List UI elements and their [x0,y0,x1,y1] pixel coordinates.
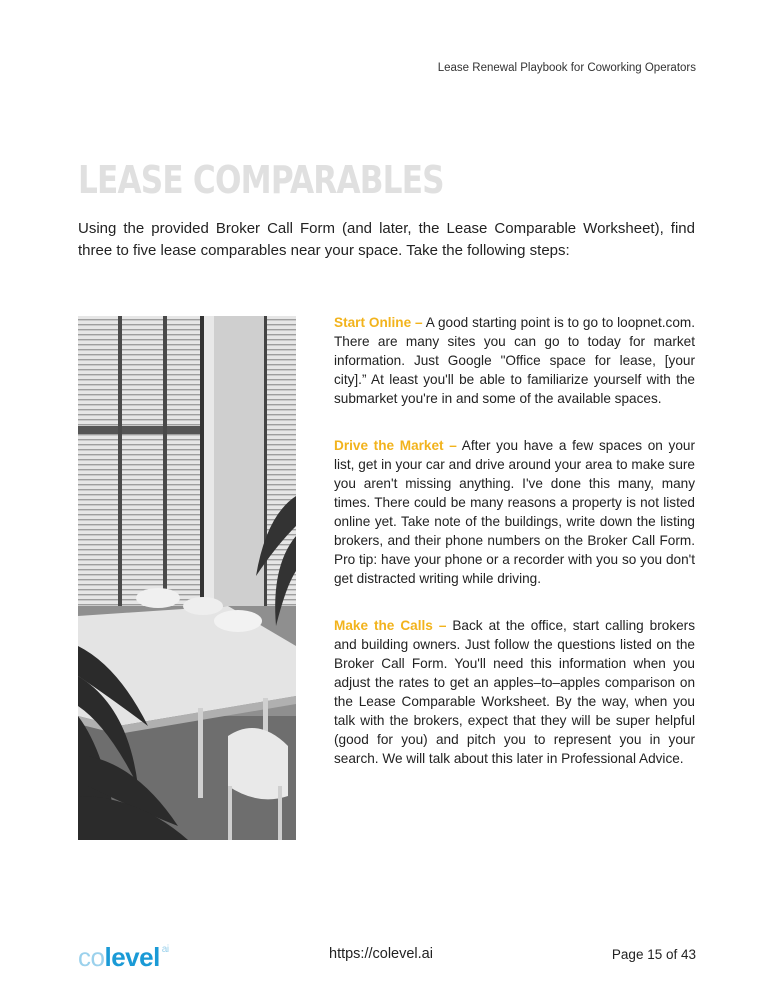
page-number: Page 15 of 43 [611,947,696,962]
step-title: Start Online – [334,315,423,330]
step-make-the-calls [334,616,695,768]
step-drive-the-market [334,436,695,588]
steps-list [334,313,695,796]
step-title: Drive the Market – [334,438,457,453]
step-body: Back at the office, start calling brokers and building owners. Just follow the questions listed on the Broker Call Form. You'll need this information when you adjust the rates to get an apples–to–apples comparison on the Lease Comparable Worksheet. By the way, when you talk with the brokers, expect that they will be super helpful (good for you) and pitch you to represent you in your search. We will talk about this later in Professional Advice. [334,618,696,766]
page-title: LEASE COMPARABLES [78,158,444,202]
step-body: A good starting point is to go to loopnet.com. There are many sites you can go to today for market information. Just Google "Office space for lease, [your city].” At least you'll be able to familiarize yourself with the submarket you're in and some of the available spaces. [334,315,695,406]
step-title: Make the Calls – [334,618,447,633]
office-photo [78,316,296,840]
logo-ai: ai [161,944,169,955]
step-body: After you have a few spaces on your list, get in your car and drive around your area to make sure you aren't missing anything. I've done this many, many times. There could be many reasons a property is not listed online yet. Take note of the buildings, write down the listing brokers, and their phone numbers on the Broker Call Form. Pro tip: have your phone or a recorder with you so you don't get distracted writing while driving. [334,438,695,586]
running-header: Lease Renewal Playbook for Coworking Operators [437,62,696,74]
footer-url-link[interactable]: https://colevel.ai [329,946,433,962]
step-start-online [334,313,695,408]
colevel-logo [78,942,169,972]
office-photo-illustration [78,316,296,840]
intro-paragraph: Using the provided Broker Call Form (and later, the Lease Comparable Worksheet), find three to five lease comparables near your space. Take the following steps: [78,220,695,259]
logo-co: co [78,942,105,972]
logo-level: level [104,942,160,972]
